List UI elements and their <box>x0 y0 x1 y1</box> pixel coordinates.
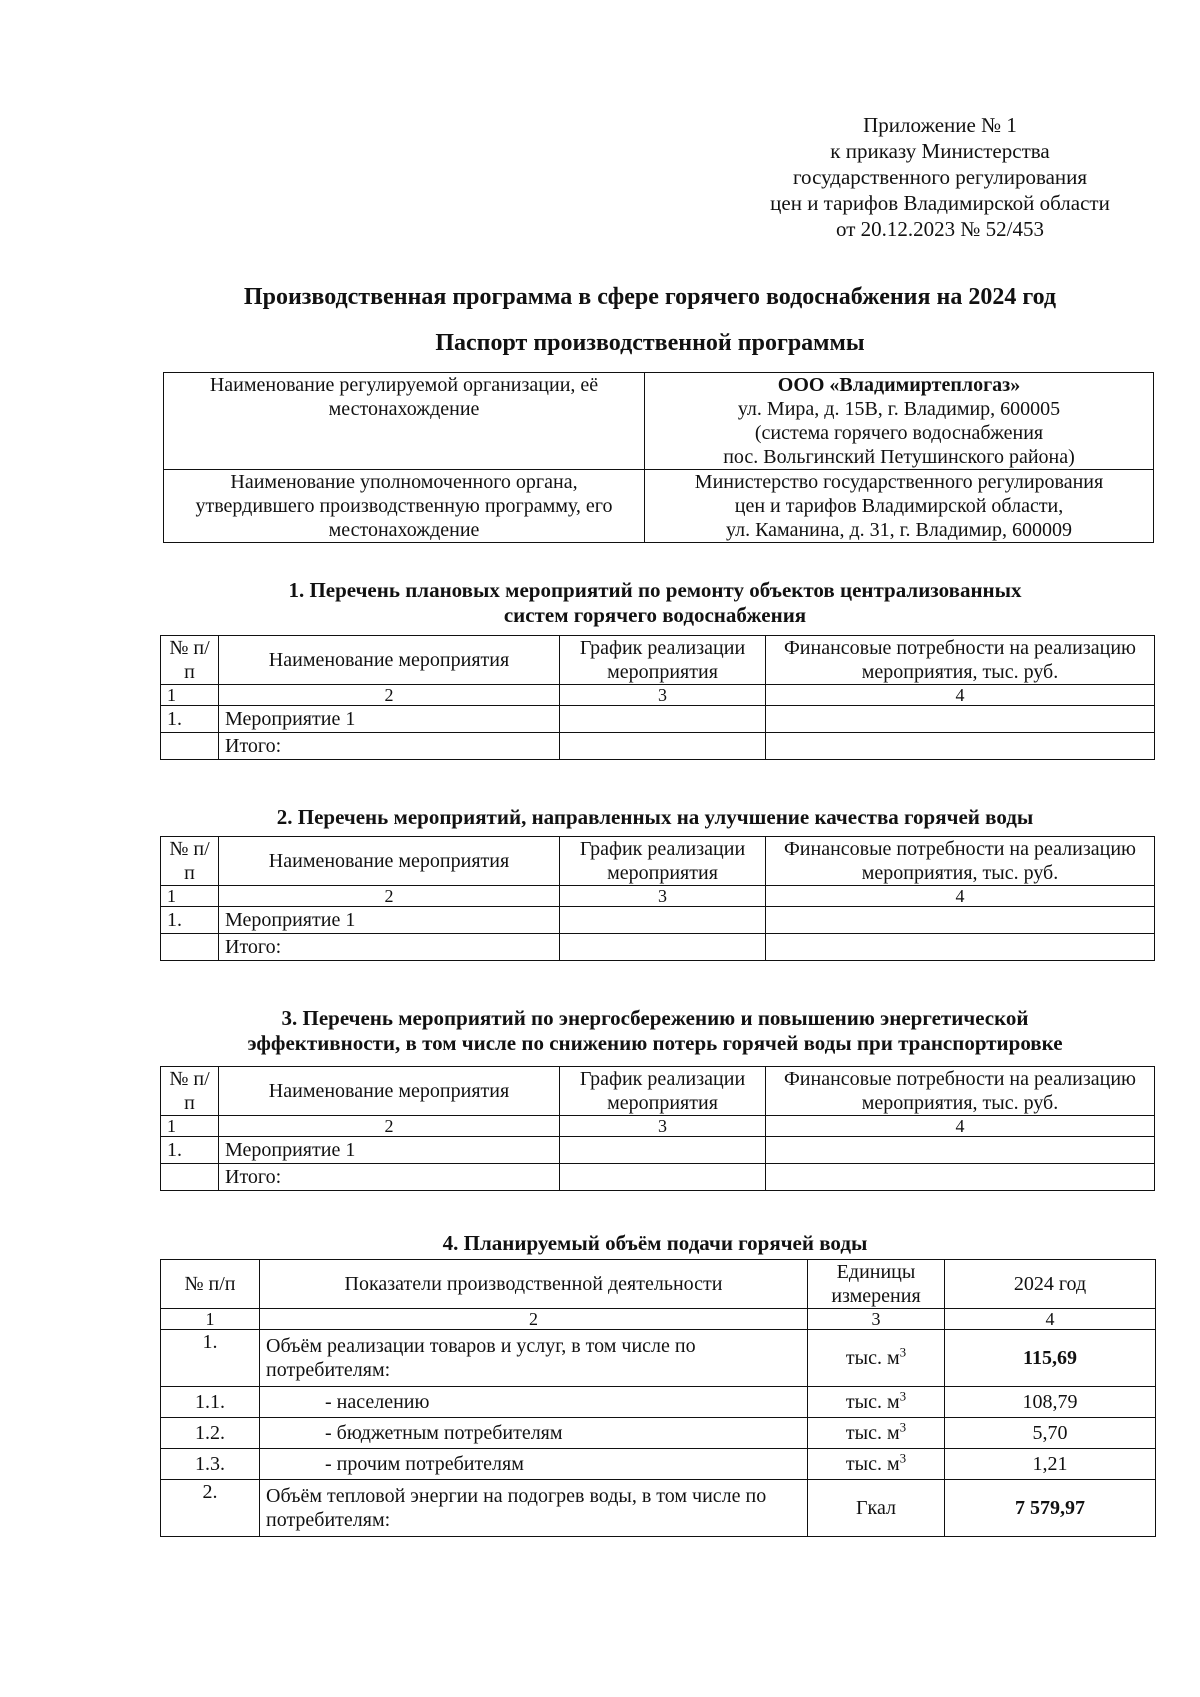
header-schedule: График реализации мероприятия <box>560 636 766 685</box>
header-finance: Финансовые потребности на реализацию мероприятия, тыс. руб. <box>766 837 1155 886</box>
unit-text: тыс. м <box>845 1422 900 1444</box>
header-num: № п/п <box>161 1067 219 1116</box>
row-value: 115,69 <box>945 1330 1156 1387</box>
col-number: 1 <box>161 886 219 907</box>
table-row <box>161 706 1155 733</box>
table-row <box>161 1480 1156 1537</box>
table-header <box>161 1067 1155 1116</box>
row-value: 7 579,97 <box>945 1480 1156 1537</box>
section3-title-line: 3. Перечень мероприятий по энергосбережению и повышению энергетической <box>281 1006 1029 1030</box>
unit-exponent: 3 <box>899 1388 907 1404</box>
section1-title <box>160 578 1150 628</box>
row-schedule <box>560 907 766 934</box>
authority-name-cont: цен и тарифов Владимирской области, <box>734 495 1064 517</box>
col-number: 1 <box>161 685 219 706</box>
approval-line: цен и тарифов Владимирской области <box>770 191 1110 215</box>
header-finance: Финансовые потребности на реализацию мероприятия, тыс. руб. <box>766 1067 1155 1116</box>
org-system: (система горячего водоснабжения <box>754 422 1044 444</box>
col-number: 1 <box>161 1116 219 1137</box>
authority-label: Наименование уполномоченного органа, утвердившего производственную программу, его местонахождение <box>164 470 645 543</box>
section1-title-line: 1. Перечень плановых мероприятий по ремонту объектов централизованных <box>288 578 1022 602</box>
col-number: 3 <box>560 1116 766 1137</box>
row-unit <box>808 1449 945 1480</box>
table-row <box>161 1418 1156 1449</box>
section1-table <box>160 635 1155 760</box>
row-finance <box>766 733 1155 760</box>
col-number: 4 <box>766 685 1155 706</box>
row-schedule <box>560 733 766 760</box>
row-num: 2. <box>161 1480 260 1537</box>
col-number: 4 <box>766 886 1155 907</box>
unit-text: тыс. м <box>845 1391 900 1413</box>
section4-title <box>160 1231 1150 1256</box>
row-finance <box>766 1137 1155 1164</box>
table-header <box>161 1260 1156 1309</box>
unit-exponent: 3 <box>899 1419 907 1435</box>
row-schedule <box>560 1164 766 1191</box>
total-row <box>161 934 1155 961</box>
unit-exponent: 3 <box>899 1344 907 1360</box>
org-label: Наименование регулируемой организации, её местонахождение <box>164 373 645 470</box>
row-schedule <box>560 934 766 961</box>
org-system-location: пос. Вольгинский Петушинского района) <box>723 446 1075 468</box>
col-number: 4 <box>766 1116 1155 1137</box>
total-row <box>161 1164 1155 1191</box>
header-year: 2024 год <box>945 1260 1156 1309</box>
row-indicator: Объём тепловой энергии на подогрев воды, в том числе по потребителям: <box>260 1480 808 1537</box>
section2-title-line: 2. Перечень мероприятий, направленных на улучшение качества горячей воды <box>276 805 1034 829</box>
row-num <box>161 1164 219 1191</box>
row-num: 1.3. <box>161 1449 260 1480</box>
column-numbers <box>161 1309 1156 1330</box>
approval-line: Приложение № 1 <box>863 113 1017 137</box>
col-number: 2 <box>260 1309 808 1330</box>
col-number: 3 <box>560 685 766 706</box>
document-title: Производственная программа в сфере горячего водоснабжения на 2024 год <box>243 284 1057 310</box>
row-indicator: - бюджетным потребителям <box>260 1418 808 1449</box>
col-number: 3 <box>560 886 766 907</box>
row-num: 1. <box>161 1330 260 1387</box>
header-num: № п/п <box>161 837 219 886</box>
row-unit <box>808 1330 945 1387</box>
org-address: ул. Мира, д. 15В, г. Владимир, 600005 <box>737 398 1061 420</box>
row-num: 1. <box>161 1137 219 1164</box>
column-numbers <box>161 1116 1155 1137</box>
table-row <box>161 1449 1156 1480</box>
header-num: № п/п <box>161 636 219 685</box>
passport-row-authority <box>164 470 1154 543</box>
approval-line: к приказу Министерства <box>830 139 1050 163</box>
row-num <box>161 733 219 760</box>
row-schedule <box>560 1137 766 1164</box>
row-indicator: Объём реализации товаров и услуг, в том числе по потребителям: <box>260 1330 808 1387</box>
table-row <box>161 1330 1156 1387</box>
row-num: 1. <box>161 706 219 733</box>
col-number: 2 <box>219 685 560 706</box>
header-name: Наименование мероприятия <box>219 837 560 886</box>
table-row <box>161 1387 1156 1418</box>
total-row <box>161 733 1155 760</box>
table-row <box>161 907 1155 934</box>
total-label: Итого: <box>219 1164 560 1191</box>
authority-name: Министерство государственного регулирования <box>694 471 1104 493</box>
row-unit <box>808 1418 945 1449</box>
row-value: 108,79 <box>945 1387 1156 1418</box>
row-num: 1.2. <box>161 1418 260 1449</box>
section3-table <box>160 1066 1155 1191</box>
total-label: Итого: <box>219 934 560 961</box>
row-name: Мероприятие 1 <box>219 907 560 934</box>
row-unit: Гкал <box>808 1480 945 1537</box>
col-number: 4 <box>945 1309 1156 1330</box>
col-number: 3 <box>808 1309 945 1330</box>
table-header <box>161 837 1155 886</box>
row-finance <box>766 934 1155 961</box>
section1-title-line: систем горячего водоснабжения <box>503 603 807 627</box>
header-schedule: График реализации мероприятия <box>560 837 766 886</box>
column-numbers <box>161 685 1155 706</box>
row-schedule <box>560 706 766 733</box>
total-label: Итого: <box>219 733 560 760</box>
header-name: Наименование мероприятия <box>219 1067 560 1116</box>
row-indicator: - прочим потребителям <box>260 1449 808 1480</box>
unit-exponent: 3 <box>899 1450 907 1466</box>
row-unit <box>808 1387 945 1418</box>
row-name: Мероприятие 1 <box>219 1137 560 1164</box>
section3-title-line: эффективности, в том числе по снижению потерь горячей воды при транспортировке <box>247 1031 1063 1055</box>
section2-table <box>160 836 1155 961</box>
row-value: 1,21 <box>945 1449 1156 1480</box>
section4-table <box>160 1259 1156 1537</box>
unit-text: тыс. м <box>845 1453 900 1475</box>
row-num: 1. <box>161 907 219 934</box>
row-value: 5,70 <box>945 1418 1156 1449</box>
approval-line: от 20.12.2023 № 52/453 <box>835 217 1045 241</box>
table-row <box>161 1137 1155 1164</box>
row-num: 1.1. <box>161 1387 260 1418</box>
header-name: Наименование мероприятия <box>219 636 560 685</box>
org-name: ООО «Владимиртеплогаз» <box>777 374 1021 396</box>
authority-address: ул. Каманина, д. 31, г. Владимир, 600009 <box>726 519 1072 541</box>
approval-line: государственного регулирования <box>792 165 1088 189</box>
passport-row-organization <box>164 373 1154 470</box>
col-number: 2 <box>219 886 560 907</box>
header-num: № п/п <box>161 1260 260 1309</box>
row-indicator: - населению <box>260 1387 808 1418</box>
row-finance <box>766 907 1155 934</box>
org-value <box>645 373 1154 470</box>
col-number: 2 <box>219 1116 560 1137</box>
col-number: 1 <box>161 1309 260 1330</box>
passport-table <box>163 372 1154 543</box>
section4-title-line: 4. Планируемый объём подачи горячей воды <box>442 1231 868 1255</box>
header-unit: Единицы измерения <box>808 1260 945 1309</box>
header-finance: Финансовые потребности на реализацию мероприятия, тыс. руб. <box>766 636 1155 685</box>
authority-value <box>645 470 1154 543</box>
row-name: Мероприятие 1 <box>219 706 560 733</box>
table-header <box>161 636 1155 685</box>
row-finance <box>766 706 1155 733</box>
approval-block <box>740 112 1140 242</box>
row-finance <box>766 1164 1155 1191</box>
column-numbers <box>161 886 1155 907</box>
header-indicator: Показатели производственной деятельности <box>260 1260 808 1309</box>
passport-title: Паспорт производственной программы <box>435 330 865 356</box>
unit-text: тыс. м <box>845 1347 900 1369</box>
section2-title <box>160 805 1150 830</box>
header-schedule: График реализации мероприятия <box>560 1067 766 1116</box>
row-num <box>161 934 219 961</box>
section3-title <box>160 1006 1150 1056</box>
